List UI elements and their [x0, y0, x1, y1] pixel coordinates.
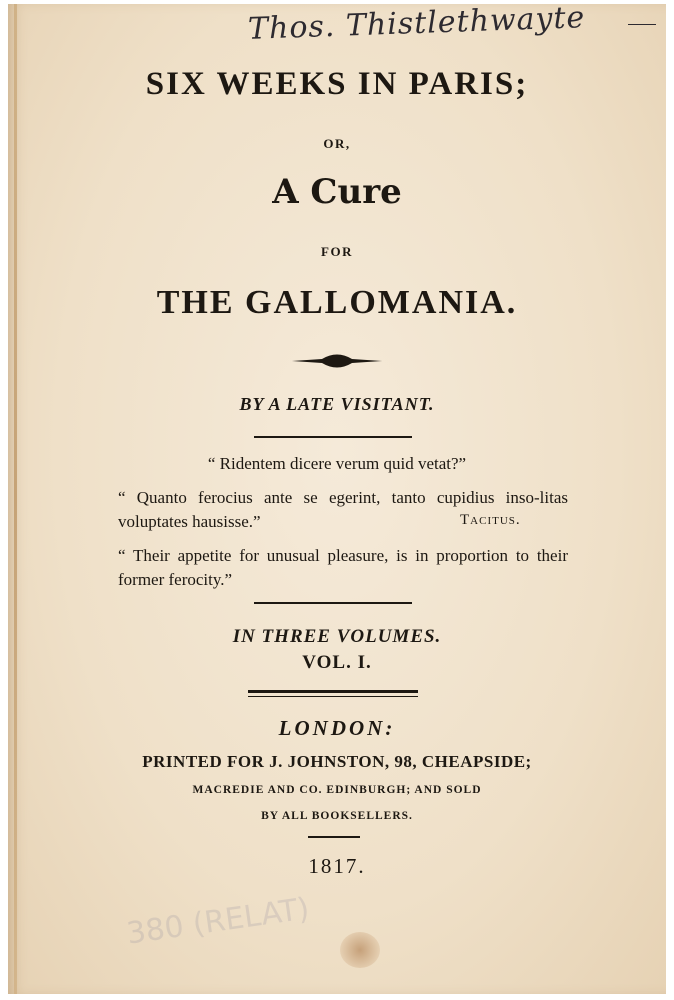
paper-stain	[340, 932, 380, 968]
imprint-printer: PRINTED FOR J. JOHNSTON, 98, CHEAPSIDE;	[142, 752, 532, 771]
imprint-year: 1817.	[308, 854, 366, 878]
imprint-line-2: MACREDIE AND CO. EDINBURGH; AND SOLD	[192, 784, 482, 796]
or-connector: OR,	[323, 136, 351, 151]
handwritten-signature: Thos. Thistlethwayte	[247, 0, 586, 47]
double-rule-top	[248, 690, 418, 693]
volumes-label: IN THREE VOLUMES.	[232, 626, 442, 647]
ornament-icon	[292, 350, 382, 372]
epigraph-latin-1: “ Ridentem dicere verum quid vetat?”	[207, 454, 467, 473]
title-line-2: THE GALLOMANIA.	[156, 284, 518, 321]
faint-library-mark: 380 (RELAT)	[124, 891, 312, 952]
signature-dash	[628, 24, 656, 25]
double-rule-bottom	[248, 696, 418, 697]
subtitle-blackletter: A Cure	[272, 172, 402, 212]
divider-rule	[254, 436, 412, 438]
imprint-line-3: BY ALL BOOKSELLERS.	[261, 810, 413, 822]
for-connector: FOR	[321, 244, 353, 259]
title-line-1: SIX WEEKS IN PARIS;	[145, 66, 529, 102]
epigraph-english: “ Their appetite for unusual pleasure, is in proportion to their former ferocity.”	[118, 546, 568, 589]
volume-number: VOL. I.	[302, 652, 372, 673]
divider-rule	[254, 602, 412, 604]
imprint-city: LONDON:	[278, 716, 396, 740]
epigraph-latin-2: “ Quanto ferocius ante se egerint, tanto cupidius inso-litas voluptates hausisse.”	[118, 488, 568, 531]
epigraph-attribution: Tacitus.	[460, 512, 521, 528]
title-page	[8, 0, 666, 994]
page-gutter	[14, 4, 17, 994]
byline: BY A LATE VISITANT.	[239, 394, 435, 414]
divider-rule	[308, 836, 360, 838]
